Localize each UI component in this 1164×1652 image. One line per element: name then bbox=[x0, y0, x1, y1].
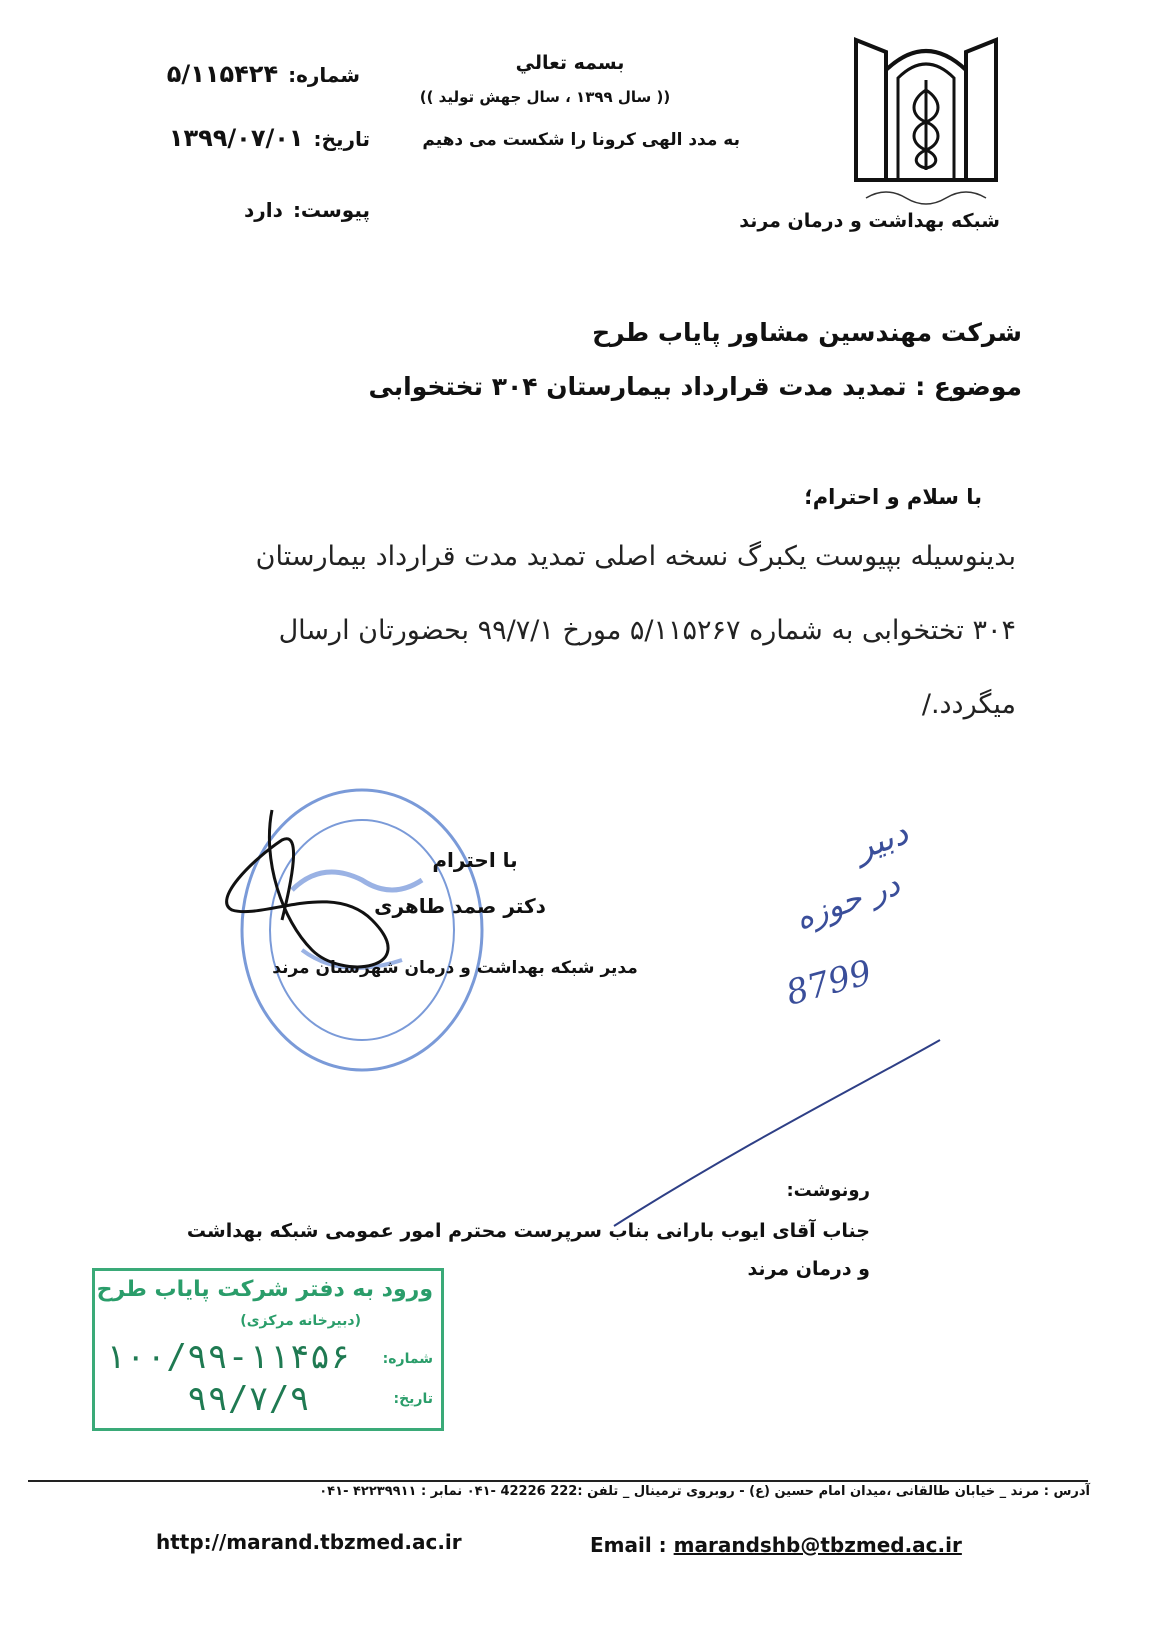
letter-body: بدینوسیله بپیوست یکبرگ نسخه اصلی تمدید مدت قرارداد بیمارستان ۳۰۴ تختخوابی به شماره ۵/۱۱۵۲۶۷ مورخ ۹۹/۷/۱ بحضورتان ارسال میگردد./ bbox=[255, 541, 1016, 720]
receipt-number-label: شماره: bbox=[382, 1351, 433, 1367]
attachment-value: دارد bbox=[244, 198, 283, 222]
date-label: تاریخ: bbox=[313, 127, 370, 151]
corona-motto: به مدد الهی کرونا را شکست می دهیم bbox=[422, 130, 740, 150]
email-link[interactable]: marandshb@tbzmed.ac.ir bbox=[673, 1533, 962, 1557]
organization-name: شبکه بهداشت و درمان مرند bbox=[739, 210, 1000, 232]
subject-line: موضوع : تمدید مدت قرارداد بیمارستان ۳۰۴ تختخوابی bbox=[368, 372, 1022, 401]
signatory-name: دکتر صمد طاهری bbox=[374, 894, 546, 918]
cc-recipient: جناب آقای ایوب بارانی بناب سرپرست محترم امور عمومی شبکه بهداشت و درمان مرند bbox=[186, 1220, 870, 1280]
handwritten-signature bbox=[222, 800, 462, 1000]
email-label: Email : bbox=[590, 1533, 667, 1557]
handwriting-number: 8799 bbox=[781, 952, 876, 1014]
year-motto: (( سال ۱۳۹۹ ، سال جهش تولید )) bbox=[419, 88, 671, 106]
receipt-date-value: ۹۹/۷/۹ bbox=[187, 1379, 310, 1419]
basmala: بسمه تعالي bbox=[515, 52, 625, 74]
signatory-title: مدیر شبکه بهداشت و درمان شهرستان مرند bbox=[272, 958, 638, 978]
receipt-stamp-subtitle: (دبیرخانه مرکزی) bbox=[240, 1313, 361, 1329]
date-value: ۱۳۹۹/۰۷/۰۱ bbox=[168, 124, 304, 152]
signature-regards: با احترام bbox=[432, 848, 518, 872]
number-value: ۵/۱۱۵۴۲۴ bbox=[166, 60, 279, 88]
handwriting-line1: دبیر bbox=[849, 820, 914, 869]
letter-number bbox=[160, 60, 360, 88]
recipient: شرکت مهندسین مشاور پایاب طرح bbox=[592, 318, 1022, 347]
letter-attachment bbox=[210, 198, 370, 222]
number-label: شماره: bbox=[288, 63, 360, 87]
greeting: با سلام و احترام؛ bbox=[804, 485, 982, 509]
receipt-stamp bbox=[92, 1268, 444, 1431]
university-logo bbox=[846, 30, 1006, 220]
letter-date bbox=[130, 124, 370, 152]
receipt-number-value: ۱۰۰/۹۹-۱۱۴۵۶ bbox=[105, 1337, 351, 1377]
attachment-label: پیوست: bbox=[292, 198, 370, 222]
handwriting-line2: در حوزه bbox=[789, 864, 905, 938]
receipt-date-label: تاریخ: bbox=[393, 1391, 433, 1407]
footer-divider bbox=[28, 1480, 1088, 1482]
cc-label: رونوشت: bbox=[786, 1180, 870, 1201]
footer-address: آدرس : مرند _ خیابان طالقانی ،میدان امام حسین (ع) - روبروی ترمینال _ تلفن :222 42226 -۰۴۱ نمابر : ۴۲۲۳۹۹۱۱ -۰۴۱ bbox=[319, 1484, 1090, 1499]
footer-website[interactable]: http://marand.tbzmed.ac.ir bbox=[156, 1530, 462, 1554]
footer-email bbox=[590, 1533, 990, 1557]
receipt-stamp-title: ورود به دفتر شرکت پایاب طرح bbox=[96, 1277, 433, 1302]
